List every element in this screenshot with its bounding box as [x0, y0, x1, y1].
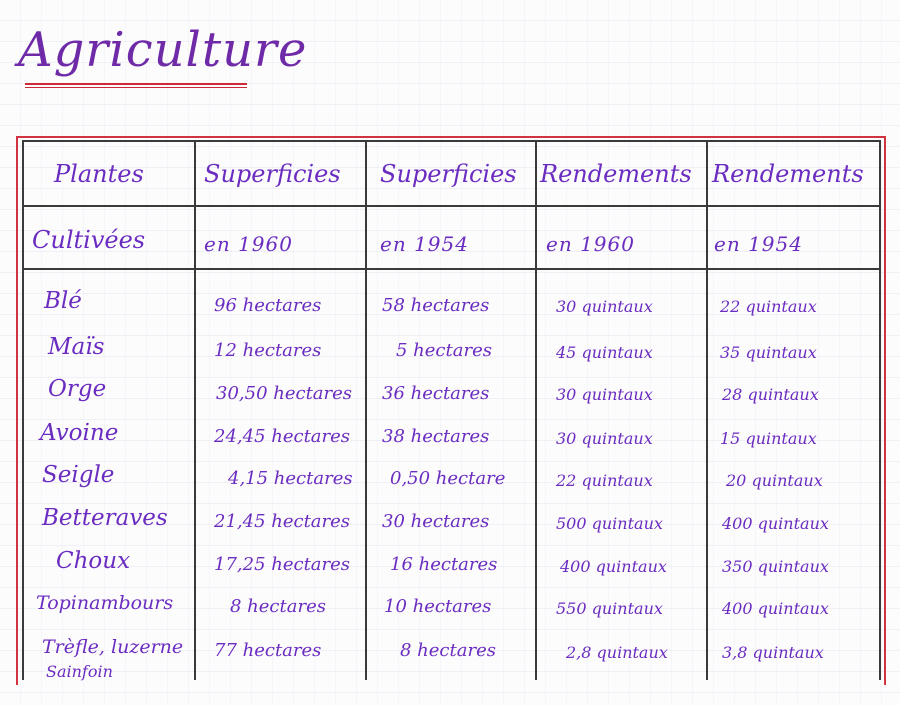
table-top-border	[16, 136, 886, 138]
table-line-top	[22, 140, 880, 142]
row-seigle-sup1954: 0,50 hectare	[390, 468, 506, 489]
row-choux-sup1960: 17,25 hectares	[214, 554, 351, 575]
header-superficies-1954: Superficies	[380, 160, 517, 188]
row-betteraves-rend1954: 400 quintaux	[722, 514, 829, 533]
row-topinambours-sup1960: 8 hectares	[230, 596, 326, 617]
row-avoine-sup1954: 38 hectares	[382, 426, 490, 447]
row-avoine-sup1960: 24,45 hectares	[214, 426, 351, 447]
row-trefle-rend1954: 3,8 quintaux	[722, 643, 824, 662]
row-topinambours-rend1960: 550 quintaux	[556, 599, 663, 618]
row-orge-rend1960: 30 quintaux	[556, 385, 653, 404]
row-seigle-rend1960: 22 quintaux	[556, 471, 653, 490]
row-avoine-plant: Avoine	[40, 420, 119, 446]
row-avoine-rend1954: 15 quintaux	[720, 429, 817, 448]
header-year-1954-a: en 1954	[380, 232, 469, 256]
table-col-line-2	[365, 140, 367, 680]
row-seigle-sup1960: 4,15 hectares	[228, 468, 353, 489]
row-orge-sup1954: 36 hectares	[382, 383, 490, 404]
header-cultivees: Cultivées	[32, 226, 146, 254]
row-choux-rend1954: 350 quintaux	[722, 557, 829, 576]
header-year-1960-a: en 1960	[204, 232, 293, 256]
left-margin-line	[16, 136, 18, 685]
header-year-1954-b: en 1954	[714, 232, 803, 256]
row-choux-sup1954: 16 hectares	[390, 554, 498, 575]
header-rendements-1960: Rendements	[540, 160, 692, 188]
row-seigle-rend1954: 20 quintaux	[726, 471, 823, 490]
row-betteraves-rend1960: 500 quintaux	[556, 514, 663, 533]
page-title: Agriculture	[18, 22, 308, 78]
row-ble-sup1960: 96 hectares	[214, 295, 322, 316]
row-orge-sup1960: 30,50 hectares	[216, 383, 353, 404]
row-ble-plant: Blé	[44, 288, 82, 314]
row-seigle-plant: Seigle	[42, 462, 115, 488]
row-trefle-plant: Trèfle, luzerne	[42, 636, 184, 658]
row-ble-rend1960: 30 quintaux	[556, 297, 653, 316]
table-line-header-bottom	[22, 268, 880, 270]
row-topinambours-rend1954: 400 quintaux	[722, 599, 829, 618]
row-orge-rend1954: 28 quintaux	[722, 385, 819, 404]
right-margin-line	[884, 136, 886, 685]
row-ble-sup1954: 58 hectares	[382, 295, 490, 316]
row-trefle-sup1954: 8 hectares	[400, 640, 496, 661]
row-mais-plant: Maïs	[48, 334, 105, 360]
row-topinambours-plant: Topinambours	[36, 592, 174, 614]
row-betteraves-sup1954: 30 hectares	[382, 511, 490, 532]
row-betteraves-plant: Betteraves	[42, 505, 168, 531]
row-mais-rend1954: 35 quintaux	[720, 343, 817, 362]
table-col-line-5	[879, 140, 881, 680]
header-plantes: Plantes	[54, 160, 144, 188]
row-trefle-rend1960: 2,8 quintaux	[566, 643, 668, 662]
header-year-1960-b: en 1960	[546, 232, 635, 256]
header-rendements-1954: Rendements	[712, 160, 864, 188]
table-line-header-mid	[22, 205, 880, 207]
title-underline	[25, 83, 247, 85]
row-betteraves-sup1960: 21,45 hectares	[214, 511, 351, 532]
table-col-line-1	[194, 140, 196, 680]
row-topinambours-sup1954: 10 hectares	[384, 596, 492, 617]
row-mais-sup1960: 12 hectares	[214, 340, 322, 361]
table-col-line-4	[706, 140, 708, 680]
row-trefle-plant-extra: Sainfoin	[46, 662, 113, 681]
row-mais-rend1960: 45 quintaux	[556, 343, 653, 362]
row-avoine-rend1960: 30 quintaux	[556, 429, 653, 448]
row-mais-sup1954: 5 hectares	[396, 340, 492, 361]
row-trefle-sup1960: 77 hectares	[214, 640, 322, 661]
row-orge-plant: Orge	[48, 376, 107, 402]
table-col-line-0	[22, 140, 24, 680]
row-choux-rend1960: 400 quintaux	[560, 557, 667, 576]
table-col-line-3	[535, 140, 537, 680]
title-underline-double	[25, 87, 247, 88]
header-superficies-1960: Superficies	[204, 160, 341, 188]
row-ble-rend1954: 22 quintaux	[720, 297, 817, 316]
row-choux-plant: Choux	[56, 548, 131, 574]
